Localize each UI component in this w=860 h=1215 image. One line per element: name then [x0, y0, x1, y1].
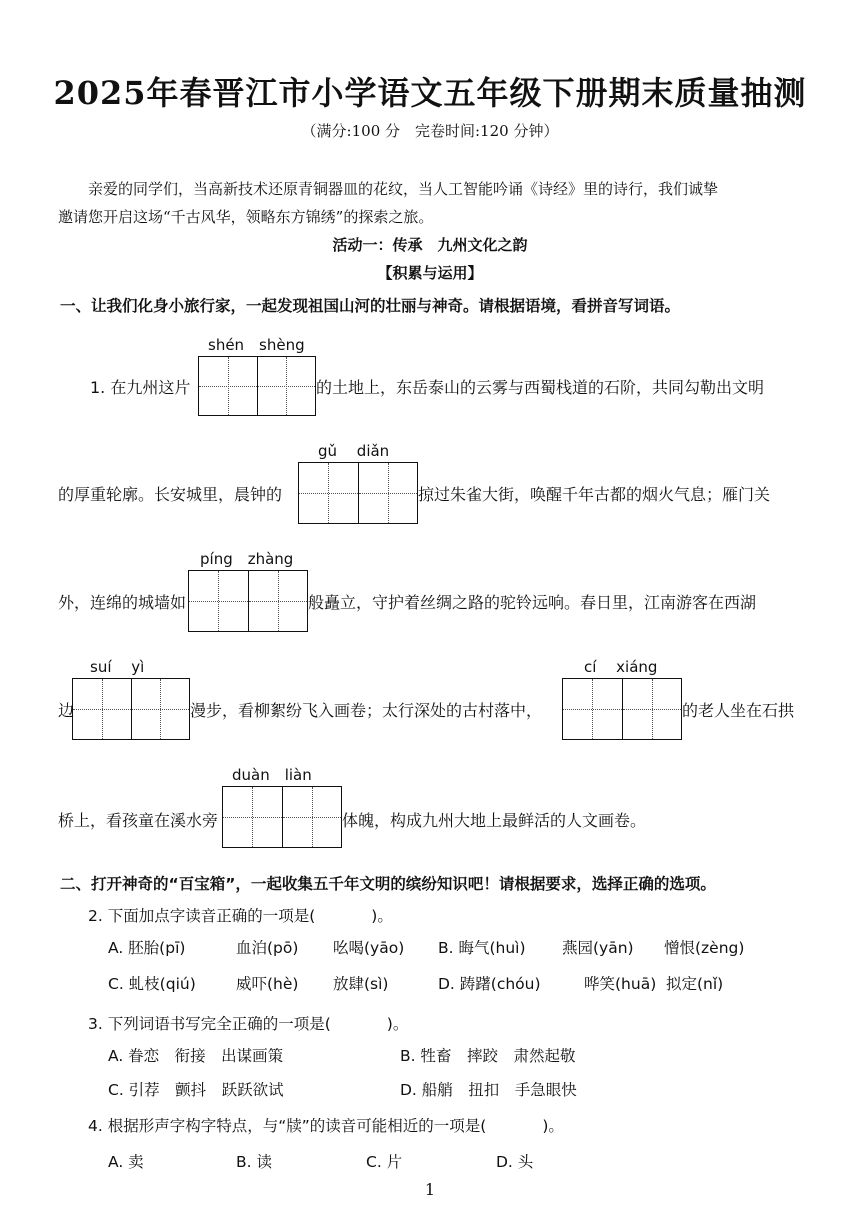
answer-box-cixiang[interactable]: [562, 678, 682, 740]
passage-line-4-after: 的老人坐在石拱: [682, 701, 795, 720]
intro-line-2: 邀请您开启这场“千古风华，领略东方锦绣”的探索之旅。: [58, 208, 434, 226]
q2-opt-d3: 拟定(nǐ): [666, 975, 724, 993]
answer-box-gudian[interactable]: [298, 462, 418, 524]
passage-line-2-before: 的厚重轮廓。长安城里，晨钟的: [58, 485, 283, 504]
q3-opt-a: A. 眷恋 衔接 出谋画策: [108, 1047, 284, 1065]
q2-opt-d1: D. 踌躇(chóu): [438, 975, 541, 993]
q2-opt-a1: A. 胚胎(pī): [108, 939, 186, 957]
q4-opt-b: B. 读: [236, 1153, 272, 1171]
question-2-stem: 2. 下面加点字读音正确的一项是( )。: [88, 907, 393, 925]
passage-line-3-before: 外，连绵的城墙如: [58, 593, 187, 612]
part1-heading: 一、让我们化身小旅行家，一起发现祖国山河的壮丽与神奇。请根据语境，看拼音写词语。: [60, 297, 681, 315]
q2-opt-c2: 威吓(hè): [236, 975, 299, 993]
q3-opt-b: B. 牲畜 摔跤 肃然起敬: [400, 1047, 576, 1065]
q4-opt-d: D. 头: [496, 1153, 534, 1171]
page-number: 1: [424, 1180, 436, 1199]
pinyin-duanlian: duàn liàn: [232, 766, 312, 784]
q2-opt-c1: C. 虬枝(qiú): [108, 975, 196, 993]
question-3-stem: 3. 下列词语书写完全正确的一项是( )。: [88, 1015, 409, 1033]
pinyin-shensheng: shén shèng: [208, 336, 305, 354]
answer-box-pingzhang[interactable]: [188, 570, 308, 632]
passage-line-2-after: 掠过朱雀大街，唤醒千年古都的烟火气息；雁门关: [418, 485, 771, 504]
exam-title: 2025年春晋江市小学语文五年级下册期末质量抽测: [53, 74, 807, 112]
q3-opt-d: D. 船艄 扭扣 手急眼快: [400, 1081, 577, 1099]
answer-box-shensheng[interactable]: [198, 356, 316, 416]
q2-opt-c3: 放肆(sì): [333, 975, 389, 993]
q2-opt-a2: 血泊(pō): [236, 939, 299, 957]
q2-opt-a3: 吆喝(yāo): [333, 939, 405, 957]
passage-line-4-middle: 漫步，看柳絮纷飞入画卷；太行深处的古村落中，: [190, 701, 543, 720]
pinyin-suiyi: suí yì: [90, 658, 145, 676]
q2-opt-b1: B. 晦气(huì): [438, 939, 526, 957]
passage-line-1-before: 1. 在九州这片: [90, 378, 191, 397]
q4-opt-a: A. 卖: [108, 1153, 144, 1171]
passage-line-3-after: 般矗立，守护着丝绸之路的驼铃远响。春日里，江南游客在西湖: [308, 593, 757, 612]
q3-opt-c: C. 引荐 颤抖 跃跃欲试: [108, 1081, 284, 1099]
pinyin-pingzhang: píng zhàng: [200, 550, 294, 568]
answer-box-duanlian[interactable]: [222, 786, 342, 848]
passage-line-4-before: 边: [58, 701, 75, 720]
exam-subtitle: （满分:100 分 完卷时间:120 分钟）: [301, 122, 559, 140]
q2-opt-b2: 燕园(yān): [562, 939, 634, 957]
passage-line-1-after: 的土地上，东岳泰山的云雾与西蜀栈道的石阶，共同勾勒出文明: [316, 378, 765, 397]
q4-opt-c: C. 片: [366, 1153, 403, 1171]
pinyin-gudian: gǔ diǎn: [318, 442, 390, 460]
intro-line-1: 亲爱的同学们，当高新技术还原青铜器皿的花纹，当人工智能吟诵《诗经》里的诗行，我们诚挚: [88, 180, 719, 198]
passage-line-5-before: 桥上，看孩童在溪水旁: [58, 811, 219, 830]
part2-heading: 二、打开神奇的“百宝箱”，一起收集五千年文明的缤纷知识吧！请根据要求，选择正确的选项。: [60, 875, 716, 893]
question-4-stem: 4. 根据形声字构字特点，与“牍”的读音可能相近的一项是( )。: [88, 1117, 564, 1135]
passage-line-5-after: 体魄，构成九州大地上最鲜活的人文画卷。: [342, 811, 647, 830]
q2-opt-d2: 哗笑(huā): [584, 975, 657, 993]
activity-title: 活动一：传承 九州文化之韵: [332, 236, 528, 254]
q2-opt-b3: 憎恨(zèng): [664, 939, 745, 957]
section-title: 【积累与运用】: [377, 264, 483, 282]
answer-box-suiyi[interactable]: [72, 678, 190, 740]
pinyin-cixiang: cí xiáng: [584, 658, 658, 676]
